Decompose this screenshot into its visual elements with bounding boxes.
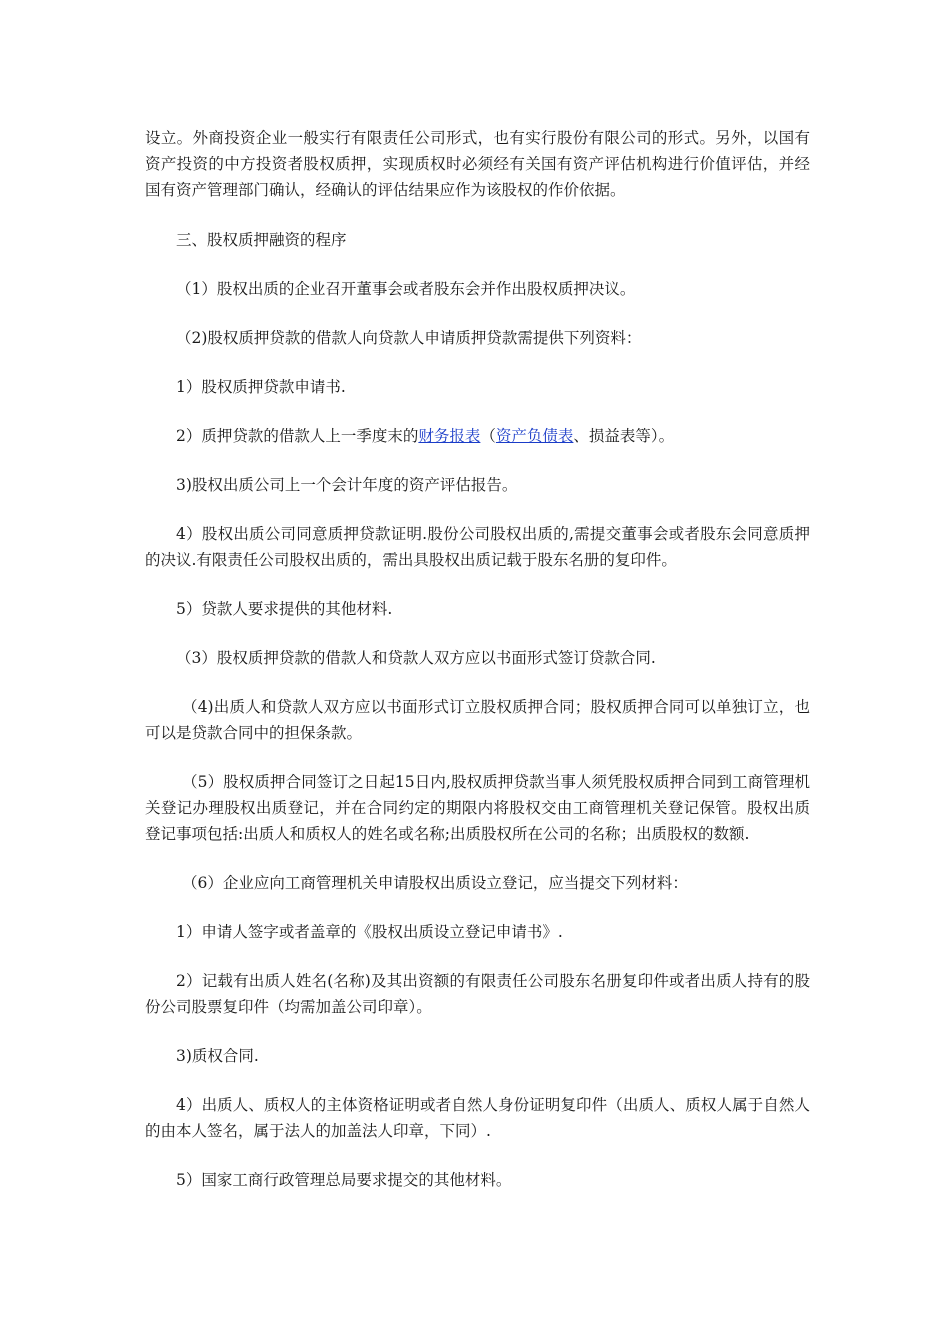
step-5: （5）股权质押合同签订之日起15日内,股权质押贷款当事人须凭股权质押合同到工商管理机关登记办理股权出质登记，并在合同约定的期限内将股权交由工商管理机关登记保管。股权出质登记事项包括:出质人和质权人的姓名或名称;出质股权所在公司的名称；出质股权的数额. [145, 773, 810, 843]
registration-item-1: 1）申请人签字或者盖章的《股权出质设立登记申请书》. [176, 923, 563, 941]
material-item-2-text-middle: （ [480, 427, 496, 445]
registration-item-4: 4）出质人、质权人的主体资格证明或者自然人身份证明复印件（出质人、质权人属于自然人的由本人签名，属于法人的加盖法人印章，下同）. [145, 1096, 810, 1140]
balance-sheet-link[interactable]: 资产负债表 [495, 427, 574, 445]
step-4: （4)出质人和贷款人双方应以书面形式订立股权质押合同；股权质押合同可以单独订立，也可以是贷款合同中的担保条款。 [145, 698, 810, 742]
financial-statements-link[interactable]: 财务报表 [418, 427, 481, 445]
material-item-5: 5）贷款人要求提供的其他材料. [176, 600, 393, 618]
paragraph-intro: 设立。外商投资企业一般实行有限责任公司形式，也有实行股份有限公司的形式。另外，以国有资产投资的中方投资者股权质押，实现质权时必须经有关国有资产评估机构进行价值评估，并经国有资产管理部门确认，经确认的评估结果应作为该股权的作价依据。 [145, 129, 810, 199]
registration-item-3: 3)质权合同. [176, 1047, 259, 1065]
material-item-1: 1）股权质押贷款申请书. [176, 378, 346, 396]
registration-item-2: 2）记载有出质人姓名(名称)及其出资额的有限责任公司股东名册复印件或者出质人持有的股份公司股票复印件（均需加盖公司印章）。 [145, 972, 810, 1016]
step-3: （3）股权质押贷款的借款人和贷款人双方应以书面形式签订贷款合同. [176, 649, 656, 667]
document-body [145, 125, 810, 1216]
section-heading: 三、股权质押融资的程序 [176, 231, 347, 249]
step-2: （2)股权质押贷款的借款人向贷款人申请质押贷款需提供下列资料： [176, 329, 642, 347]
material-item-4: 4）股权出质公司同意质押贷款证明.股份公司股权出质的,需提交董事会或者股东会同意质押的决议.有限责任公司股权出质的，需出具股权出质记载于股东名册的复印件。 [145, 525, 810, 569]
material-item-2-text-after: 、损益表等）。 [573, 427, 675, 445]
material-item-2 [145, 423, 810, 449]
step-6: （6）企业应向工商管理机关申请股权出质设立登记，应当提交下列材料： [182, 874, 688, 892]
registration-item-5: 5）国家工商行政管理总局要求提交的其他材料。 [176, 1171, 512, 1189]
step-1: （1）股权出质的企业召开董事会或者股东会并作出股权质押决议。 [176, 280, 636, 298]
material-item-2-text-before: 2）质押贷款的借款人上一季度末的 [176, 427, 419, 445]
material-item-3: 3)股权出质公司上一个会计年度的资产评估报告。 [176, 476, 518, 494]
